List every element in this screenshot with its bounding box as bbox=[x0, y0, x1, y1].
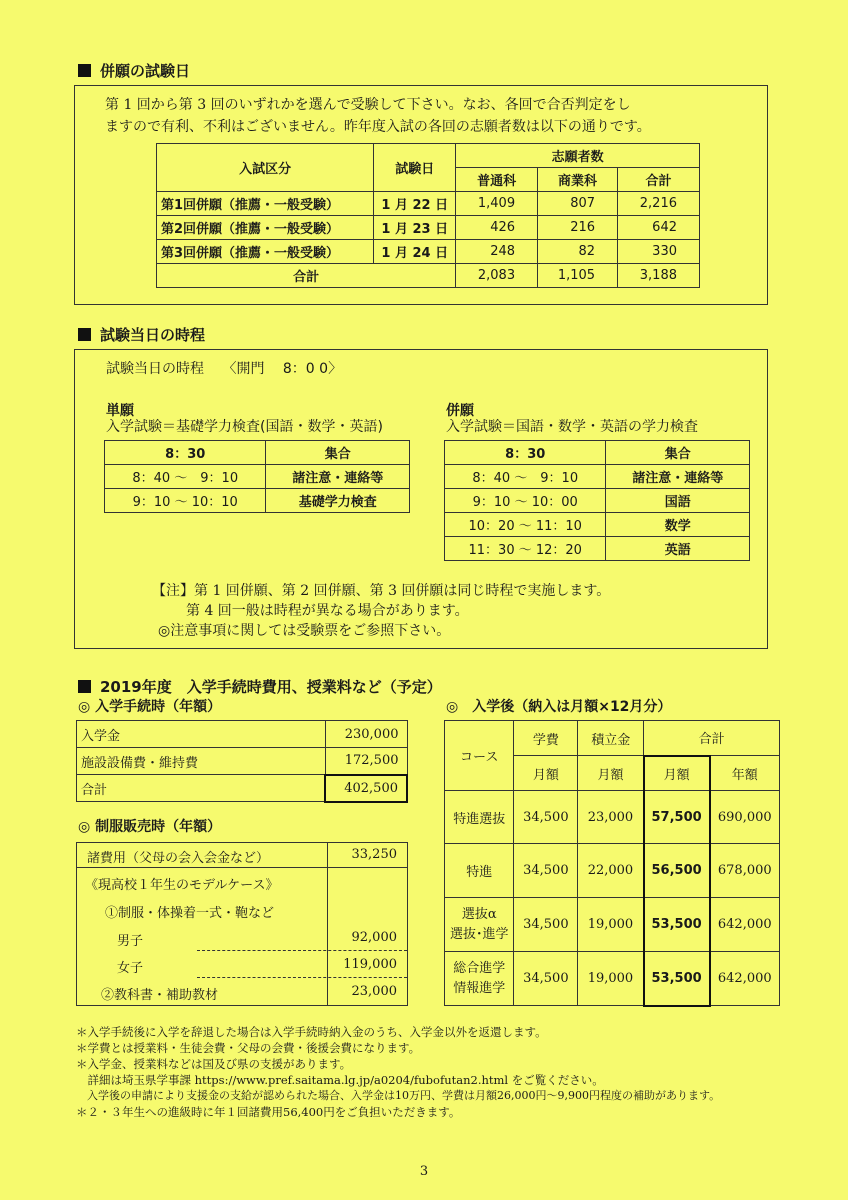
square-bullet-icon bbox=[78, 64, 91, 77]
header-general: 普通科 bbox=[456, 168, 538, 192]
section-title-fees: 2019年度 入学手続時費用、授業料など（予定） bbox=[78, 676, 442, 697]
square-bullet-icon bbox=[78, 328, 91, 341]
page-number: 3 bbox=[419, 1164, 429, 1179]
table-row: 9：10 ～ 10：10 基礎学力検査 bbox=[105, 489, 410, 513]
section-title-exam-dates: 併願の試験日 bbox=[78, 60, 190, 81]
combined-schedule-table bbox=[444, 440, 750, 561]
footnote: ＊入学手続後に入学を辞退した場合は入学手続時納入金のうち、入学金以外を返還します。 bbox=[76, 1025, 547, 1039]
schedule-note-1: 【注】第 1 回併願、第 2 回併願、第 3 回併願は同じ時程で実施します。 bbox=[152, 583, 611, 599]
single-schedule-table bbox=[104, 440, 410, 513]
entrance-fee-title: ◎ 入学手続時（年額） bbox=[78, 699, 222, 715]
table-row: 10：20 ～ 11：10 数学 bbox=[445, 513, 750, 537]
uniform-fee-box: 諸費用（父母の会入会金など） 33,250 《現高校１年生のモデルケース》 ①制服・体操着一式・鞄など 男子 92,000 女子 119,000 ②教科書・補助教材 23,000 bbox=[76, 842, 408, 1006]
table-row: 11：30 ～ 12：20 英語 bbox=[445, 537, 750, 561]
uniform-fee-title: ◎ 制服販売時（年額） bbox=[78, 819, 222, 835]
table-row: 特進 34,500 22,000 56,500 678,000 bbox=[445, 844, 780, 898]
exam-intro: 第 1 回から第 3 回のいずれかを選んで受験して下さい。なお、各回で合否判定をし ますので有利、不利はございません。昨年度入試の各回の志願者数は以下の通りです。 bbox=[105, 97, 651, 135]
footnote: ＊入学金、授業料などは国及び県の支援があります。 bbox=[76, 1057, 352, 1071]
schedule-note-3: ◎注意事項に関しては受験票をご参照下さい。 bbox=[158, 623, 451, 639]
applicants-table bbox=[156, 143, 700, 288]
single-title: 単願 bbox=[106, 403, 134, 419]
table-row: 8：40 ～ 9：10 諸注意・連絡等 bbox=[445, 465, 750, 489]
square-bullet-icon bbox=[78, 680, 91, 693]
table-row: 8：30 集合 bbox=[105, 441, 410, 465]
footnote: ＊２・３年生への進級時に年１回諸費用56,400円をご負担いただきます。 bbox=[76, 1105, 461, 1119]
table-total-row: 合計 402,500 bbox=[77, 775, 408, 802]
footnotes bbox=[76, 1024, 796, 1120]
entrance-fee-table bbox=[76, 720, 408, 803]
table-row: 総合進学 情報進学 34,500 19,000 53,500 642,000 bbox=[445, 952, 780, 1006]
table-row: 8：30 集合 bbox=[445, 441, 750, 465]
opening-time: 試験当日の時程 〈開門 8：0 0〉 bbox=[106, 361, 343, 377]
table-row: 9：10 ～ 10：00 国語 bbox=[445, 489, 750, 513]
row-divider bbox=[77, 867, 407, 868]
table-row: 第3回併願（推薦・一般受験） 1 月 24 日 248 82 330 bbox=[157, 240, 700, 264]
table-row: 特進選抜 34,500 23,000 57,500 690,000 bbox=[445, 791, 780, 844]
schedule-note-2: 第 4 回一般は時程が異なる場合があります。 bbox=[186, 603, 469, 619]
table-row: 第2回併願（推薦・一般受験） 1 月 23 日 426 216 642 bbox=[157, 216, 700, 240]
header-date: 試験日 bbox=[374, 144, 456, 192]
after-enrollment-title: ◎ 入学後（納入は月額×12月分） bbox=[446, 699, 672, 715]
header-commerce: 商業科 bbox=[538, 168, 618, 192]
header-course: コース bbox=[445, 721, 514, 791]
table-row: 施設設備費・維持費 172,500 bbox=[77, 748, 408, 775]
combined-desc: 入学試験＝国語・数学・英語の学力検査 bbox=[446, 419, 698, 435]
table-row: 8：40 ～ 9：10 諸注意・連絡等 bbox=[105, 465, 410, 489]
section-title-schedule: 試験当日の時程 bbox=[78, 324, 205, 345]
after-enrollment-table: コース 学費 積立金 合計 月額 月額 月額 年額 特進選抜 34,500 23,000 57,500 690,000 特進 34,500 22,000 56,500 678,000 選抜α 選抜･進学 34,500 19,000 53,500 642,000 総合進学 情報進学 34,500 19,000 53,500 642,000 bbox=[444, 720, 780, 1007]
footnote: 詳細は埼玉県学事課 https://www.pref.saitama.lg.jp/a0204/fubofutan2.html をご覧ください。 bbox=[76, 1073, 604, 1087]
table-total-row: 合計 2,083 1,105 3,188 bbox=[157, 264, 700, 288]
combined-title: 併願 bbox=[446, 403, 474, 419]
dashed-divider bbox=[197, 950, 407, 951]
single-desc: 入学試験＝基礎学力検査(国語・数学・英語) bbox=[106, 419, 383, 435]
header-category: 入試区分 bbox=[157, 144, 374, 192]
header-applicants: 志願者数 bbox=[456, 144, 700, 168]
table-row: 選抜α 選抜･進学 34,500 19,000 53,500 642,000 bbox=[445, 898, 780, 952]
footnote: ＊学費とは授業料・生徒会費・父母の会費・後援会費になります。 bbox=[76, 1041, 421, 1055]
table-row: 第1回併願（推薦・一般受験） 1 月 22 日 1,409 807 2,216 bbox=[157, 192, 700, 216]
footnote: 入学後の申請により支援金の支給が認められた場合、入学金は10万円、学費は月額26,000円～9,900円程度の補助があります。 bbox=[76, 1089, 721, 1102]
dashed-divider bbox=[197, 977, 407, 978]
header-total: 合計 bbox=[618, 168, 700, 192]
table-row: 入学金 230,000 bbox=[77, 721, 408, 748]
